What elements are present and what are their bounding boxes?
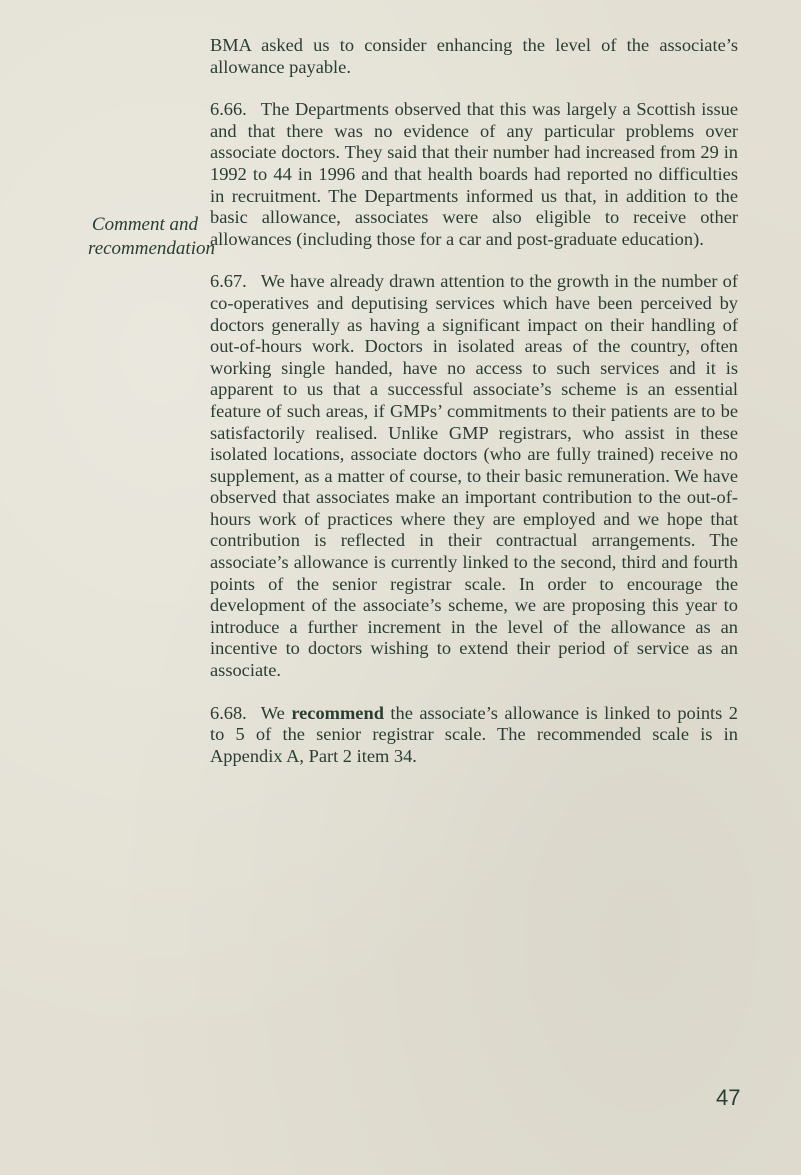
- paragraph-text: the associate’s allowance is linked to points 2 to 5 of the senior registrar scale. The recommended scale is in Appendix A, Part 2 item 34.: [210, 702, 738, 766]
- paragraph-6-68: [210, 703, 738, 768]
- paragraph-6-67: [210, 271, 738, 681]
- paragraph-number: 6.68.: [210, 702, 247, 723]
- margin-heading: [88, 213, 215, 261]
- paragraph-text: The Departments observed that this was largely a Scottish issue and that there was no evidence of any particular problems over associate doctors. They said that their number had increased from 29 in 1992 to 44 in 1996 and that health boards had reported no difficulties in recruitment. The Departments informed us that, in addition to the basic allowance, associates were also eligible to receive other allowances (including those for a car and post-graduate education).: [210, 99, 738, 249]
- paragraph-number: 6.67.: [210, 271, 247, 292]
- paragraph-text: We have already drawn attention to the growth in the number of co-operatives and deputising services which have been perceived by doctors generally as having a significant impact on their handling of out-of-hours work. Doctors in isolated areas of the country, often working single handed, have no access to such services and it is apparent to us that a successful associate’s scheme is an essential feature of such areas, if GMPs’ commitments to their patients are to be satisfactorily realised. Unlike GMP registrars, who assist in these isolated locations, associate doctors (who are fully trained) receive no supplement, as a matter of course, to their basic remuneration. We have observed that associates make an important contribution to the out-of-hours work of practices where they are employed and we hope that contribution is reflected in their contractual arrangements. The associate’s allowance is currently linked to the second, third and fourth points of the senior registrar scale. In order to encourage the development of the associate’s scheme, we are proposing this year to introduce a further increment in the level of the allowance as an incentive to doctors wishing to extend their period of service as an associate.: [210, 271, 738, 681]
- paragraph-lead-word: We: [260, 702, 285, 723]
- paragraph-6-66: [210, 99, 738, 250]
- body-text: [210, 35, 738, 788]
- paragraph-number: 6.66.: [210, 99, 247, 120]
- recommend-emphasis: recommend: [291, 702, 384, 723]
- margin-heading-line-1: Comment and: [91, 214, 198, 235]
- paragraph-continuation: [210, 35, 738, 78]
- margin-heading-line-2: recommendation: [88, 238, 215, 259]
- paragraph-continuation-text: BMA asked us to consider enhancing the level of the associate’s allowance payable.: [210, 35, 738, 77]
- page-number: 47: [716, 1085, 741, 1110]
